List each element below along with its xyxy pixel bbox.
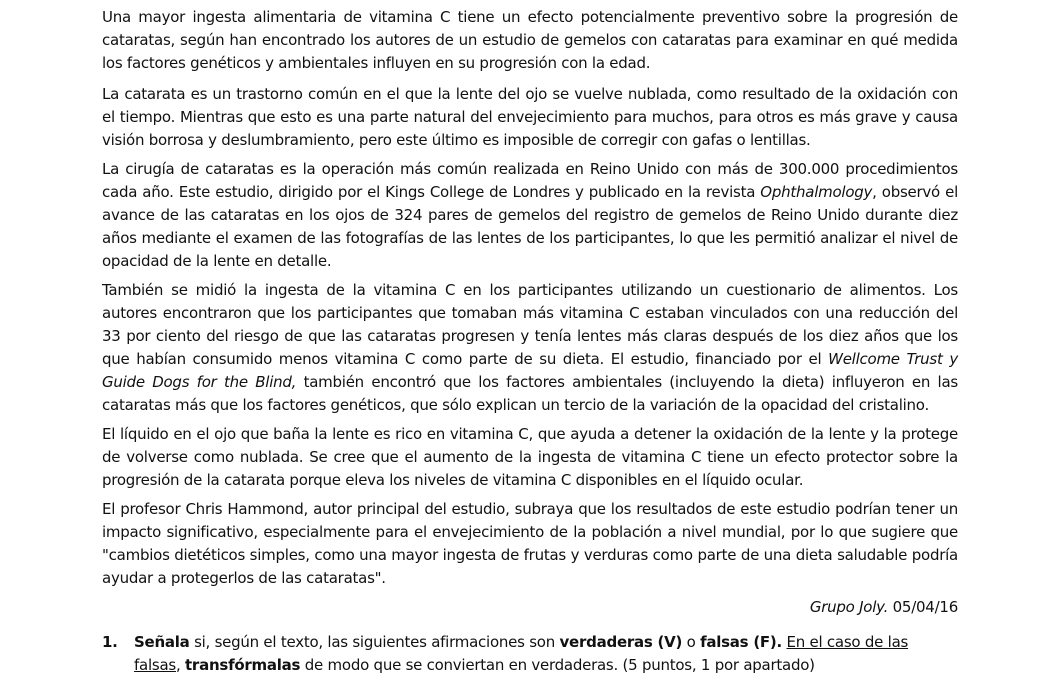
paragraph-4-text-b: también encontró que los factores ambientales (incluyendo la dieta) influyeron en las cataratas más que los factores genéticos, que sólo explican un tercio de la variación de la opacidad del cristalino. xyxy=(102,373,958,414)
article-paragraph-5: El líquido en el ojo que baña la lente es rico en vitamina C, que ayuda a detener la oxidación de la lente y la protege de volverse como nublada. Se cree que el aumento de la ingesta de vitamina C tiene un efecto protector sobre la progresión de la catarata porque eleva los niveles de vitamina C disponibles en el líquido ocular. xyxy=(102,425,958,489)
question-underlined: En el caso de las falsas xyxy=(134,633,909,674)
question-text-5: de modo que se conviertan en verdaderas. (5 puntos, 1 por apartado) xyxy=(300,656,815,674)
funder-name: Wellcome Trust y Guide Dogs for the Blind, xyxy=(102,350,958,391)
question-verb: Señala xyxy=(134,633,190,651)
article-paragraph-3 xyxy=(102,158,958,273)
journal-name: Ophthalmology xyxy=(760,183,873,201)
article-source xyxy=(102,596,958,619)
question-text-2: o xyxy=(682,633,701,651)
source-date: 05/04/16 xyxy=(888,598,958,616)
transform-label: transfórmalas xyxy=(185,656,301,674)
document-page xyxy=(102,6,958,677)
question-text-4: , xyxy=(175,656,186,674)
article-paragraph-2: La catarata es un trastorno común en el que la lente del ojo se vuelve nublada, como resultado de la oxidación con el tiempo. Mientras que esto es una parte natural del envejecimiento para muchos, para otros es más grave y causa visión borrosa y deslumbramiento, pero este último es imposible de corregir con gafas o lentillas. xyxy=(102,85,958,149)
paragraph-4-text-a: También se midió la ingesta de la vitamina C en los participantes utilizando un cuestionario de alimentos. Los autores encontraron que los participantes que tomaban más vitamina C estaban vinculados con una reducción del 33 por ciento del riesgo de que las cataratas progresen y tenía lentes más claras después de los diez años que los que habían consumido menos vitamina C como parte de su dieta. El estudio, financiado por el xyxy=(102,281,958,368)
question-text xyxy=(134,631,958,677)
false-label: falsas (F). xyxy=(700,633,782,651)
question-1 xyxy=(102,631,958,677)
article-paragraph-1: Una mayor ingesta alimentaria de vitamina C tiene un efecto potencialmente preventivo sobre la progresión de cataratas, según han encontrado los autores de un estudio de gemelos con cataratas para examinar en qué medida los factores genéticos y ambientales influyen en su progresión con la edad. xyxy=(102,8,958,72)
question-text-1: si, según el texto, las siguientes afirmaciones son xyxy=(189,633,560,651)
paragraph-3-text-b: , observó el avance de las cataratas en los ojos de 324 pares de gemelos del registro de gemelos de Reino Unido durante diez años mediante el examen de las fotografías de las lentes de los participantes, lo que les permitió analizar el nivel de opacidad de la lente en detalle. xyxy=(102,183,958,270)
question-number: 1. xyxy=(102,633,118,651)
article-paragraph-4 xyxy=(102,279,958,417)
article-paragraph-6: El profesor Chris Hammond, autor principal del estudio, subraya que los resultados de este estudio podrían tener un impacto significativo, especialmente para el envejecimiento de la población a nivel mundial, por lo que sugiere que "cambios dietéticos simples, como una mayor ingesta de frutas y verduras como parte de una dieta saludable podría ayudar a protegerlos de las cataratas". xyxy=(102,500,958,587)
source-author: Grupo Joly. xyxy=(809,598,889,616)
paragraph-3-text-a: La cirugía de cataratas es la operación más común realizada en Reino Unido con más de 300.000 procedimientos cada año. Este estudio, dirigido por el Kings College de Londres y publicado en la revista xyxy=(102,160,958,201)
true-label: verdaderas (V) xyxy=(559,633,683,651)
